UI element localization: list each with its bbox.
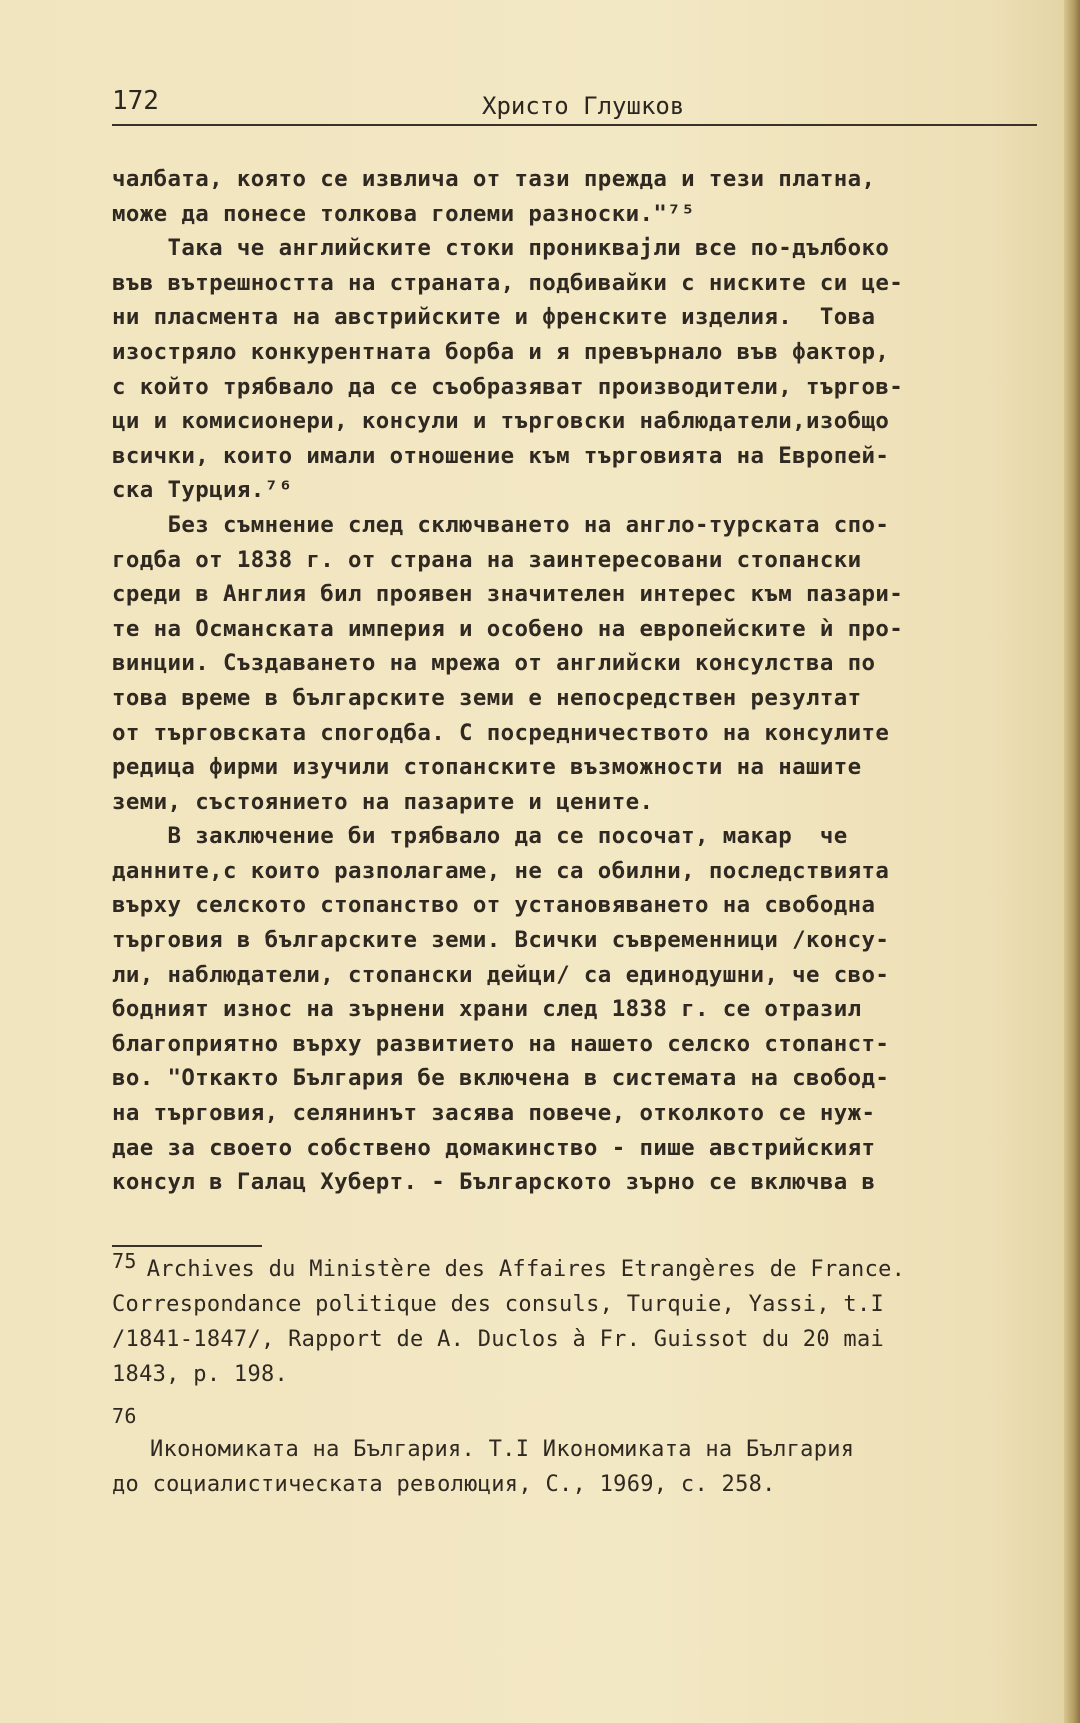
text-line: във вътрешността на страната, подбивайки с ниските си це- xyxy=(112,269,904,296)
header-rule xyxy=(112,124,1037,126)
text-line: ни пласмента на австрийските и френските изделия. Това xyxy=(112,304,876,331)
text-line: Без съмнение след сключването на англо-турската спо- xyxy=(112,511,890,538)
text-line: на търговия, селянинът засява повече, отколкото се нуж- xyxy=(112,1100,876,1127)
page-edge xyxy=(1064,0,1080,1723)
text-line: данните,с които разполагаме, не са обилни, последствията xyxy=(112,857,890,884)
text-line: годба от 1838 г. от страна на заинтересовани стопански xyxy=(112,546,862,573)
text-line: изостряло конкурентната борба и я превърнало във фактор, xyxy=(112,338,890,365)
text-line: ли, наблюдатели, стопански дейци/ са единодушни, че сво- xyxy=(112,961,890,988)
text-line: редица фирми изучили стопанските възможности на нашите xyxy=(112,754,862,781)
text-line: винции. Създаването на мрежа от английски консулства по xyxy=(112,650,876,677)
footnote-line: Икономиката на България. Т.I Икономиката на България xyxy=(150,1437,855,1462)
text-line: бодният износ на зърнени храни след 1838 г. се отразил xyxy=(112,996,862,1023)
page-header xyxy=(112,86,1042,126)
footnote-number: 75 xyxy=(112,1249,137,1273)
running-title: Христо Глушков xyxy=(482,92,685,120)
page-number: 172 xyxy=(112,86,159,116)
text-line: от търговската спогодба. С посредничеството на консулите xyxy=(112,719,890,746)
footnote-line: Correspondance politique des consuls, Turquie, Yassi, t.I xyxy=(112,1292,885,1317)
text-line: търговия в българските земи. Всички съвременници /консу- xyxy=(112,927,890,954)
footnote-76 xyxy=(112,1402,1042,1502)
footnote-number: 76 xyxy=(112,1404,137,1428)
footnote-line xyxy=(112,1249,1042,1287)
footnote-text: Archives du Ministère des Affaires Etrangères de France. xyxy=(146,1257,906,1282)
text-line: може да понесе толкова големи разноски."⁷⁵ xyxy=(112,200,695,227)
footnote-line: 1843, p. 198. xyxy=(112,1362,289,1387)
text-line: с който трябвало да се съобразяват производители, търгов- xyxy=(112,373,904,400)
text-line: Така че английските стоки проникваjли все по-дълбоко xyxy=(112,235,890,262)
text-line: това време в българските земи е непосредствен резултат xyxy=(112,684,862,711)
footnote-75 xyxy=(112,1249,1042,1392)
text-line: во. "Откакто България бе включена в системата на свобод- xyxy=(112,1065,890,1092)
body-text xyxy=(112,162,1030,1200)
text-line: те на Османската империя и особено на европейските ѝ про- xyxy=(112,615,904,642)
text-line: благоприятно върху развитието на нашето селско стопанст- xyxy=(112,1030,890,1057)
text-line: земи, състоянието на пазарите и цените. xyxy=(112,788,654,815)
text-line: върху селското стопанство от установяването на свободна xyxy=(112,892,876,919)
footnote-rule xyxy=(112,1245,262,1247)
text-line: всички, които имали отношение към търговията на Европей- xyxy=(112,442,890,469)
text-line: ска Турция.⁷⁶ xyxy=(112,477,293,504)
text-line: ци и комисионери, консули и търговски наблюдатели,изобщо xyxy=(112,408,890,435)
text-line: консул в Галац Хуберт. - Българското зърно се включва в xyxy=(112,1169,876,1196)
text-line: дае за своето собствено домакинство - пише австрийският xyxy=(112,1134,876,1161)
text-line: чалбата, която се извлича от тази прежда и тези платна, xyxy=(112,166,876,192)
text-line: среди в Англия бил проявен значителен интерес към пазари- xyxy=(112,581,904,608)
footnote-line: /1841-1847/, Rapport de A. Duclos à Fr. Guissot du 20 mai xyxy=(112,1327,885,1352)
footnote-line: до социалистическата революция, С., 1969, с. 258. xyxy=(112,1472,776,1497)
text-line: В заключение би трябвало да се посочат, макар че xyxy=(112,823,848,850)
